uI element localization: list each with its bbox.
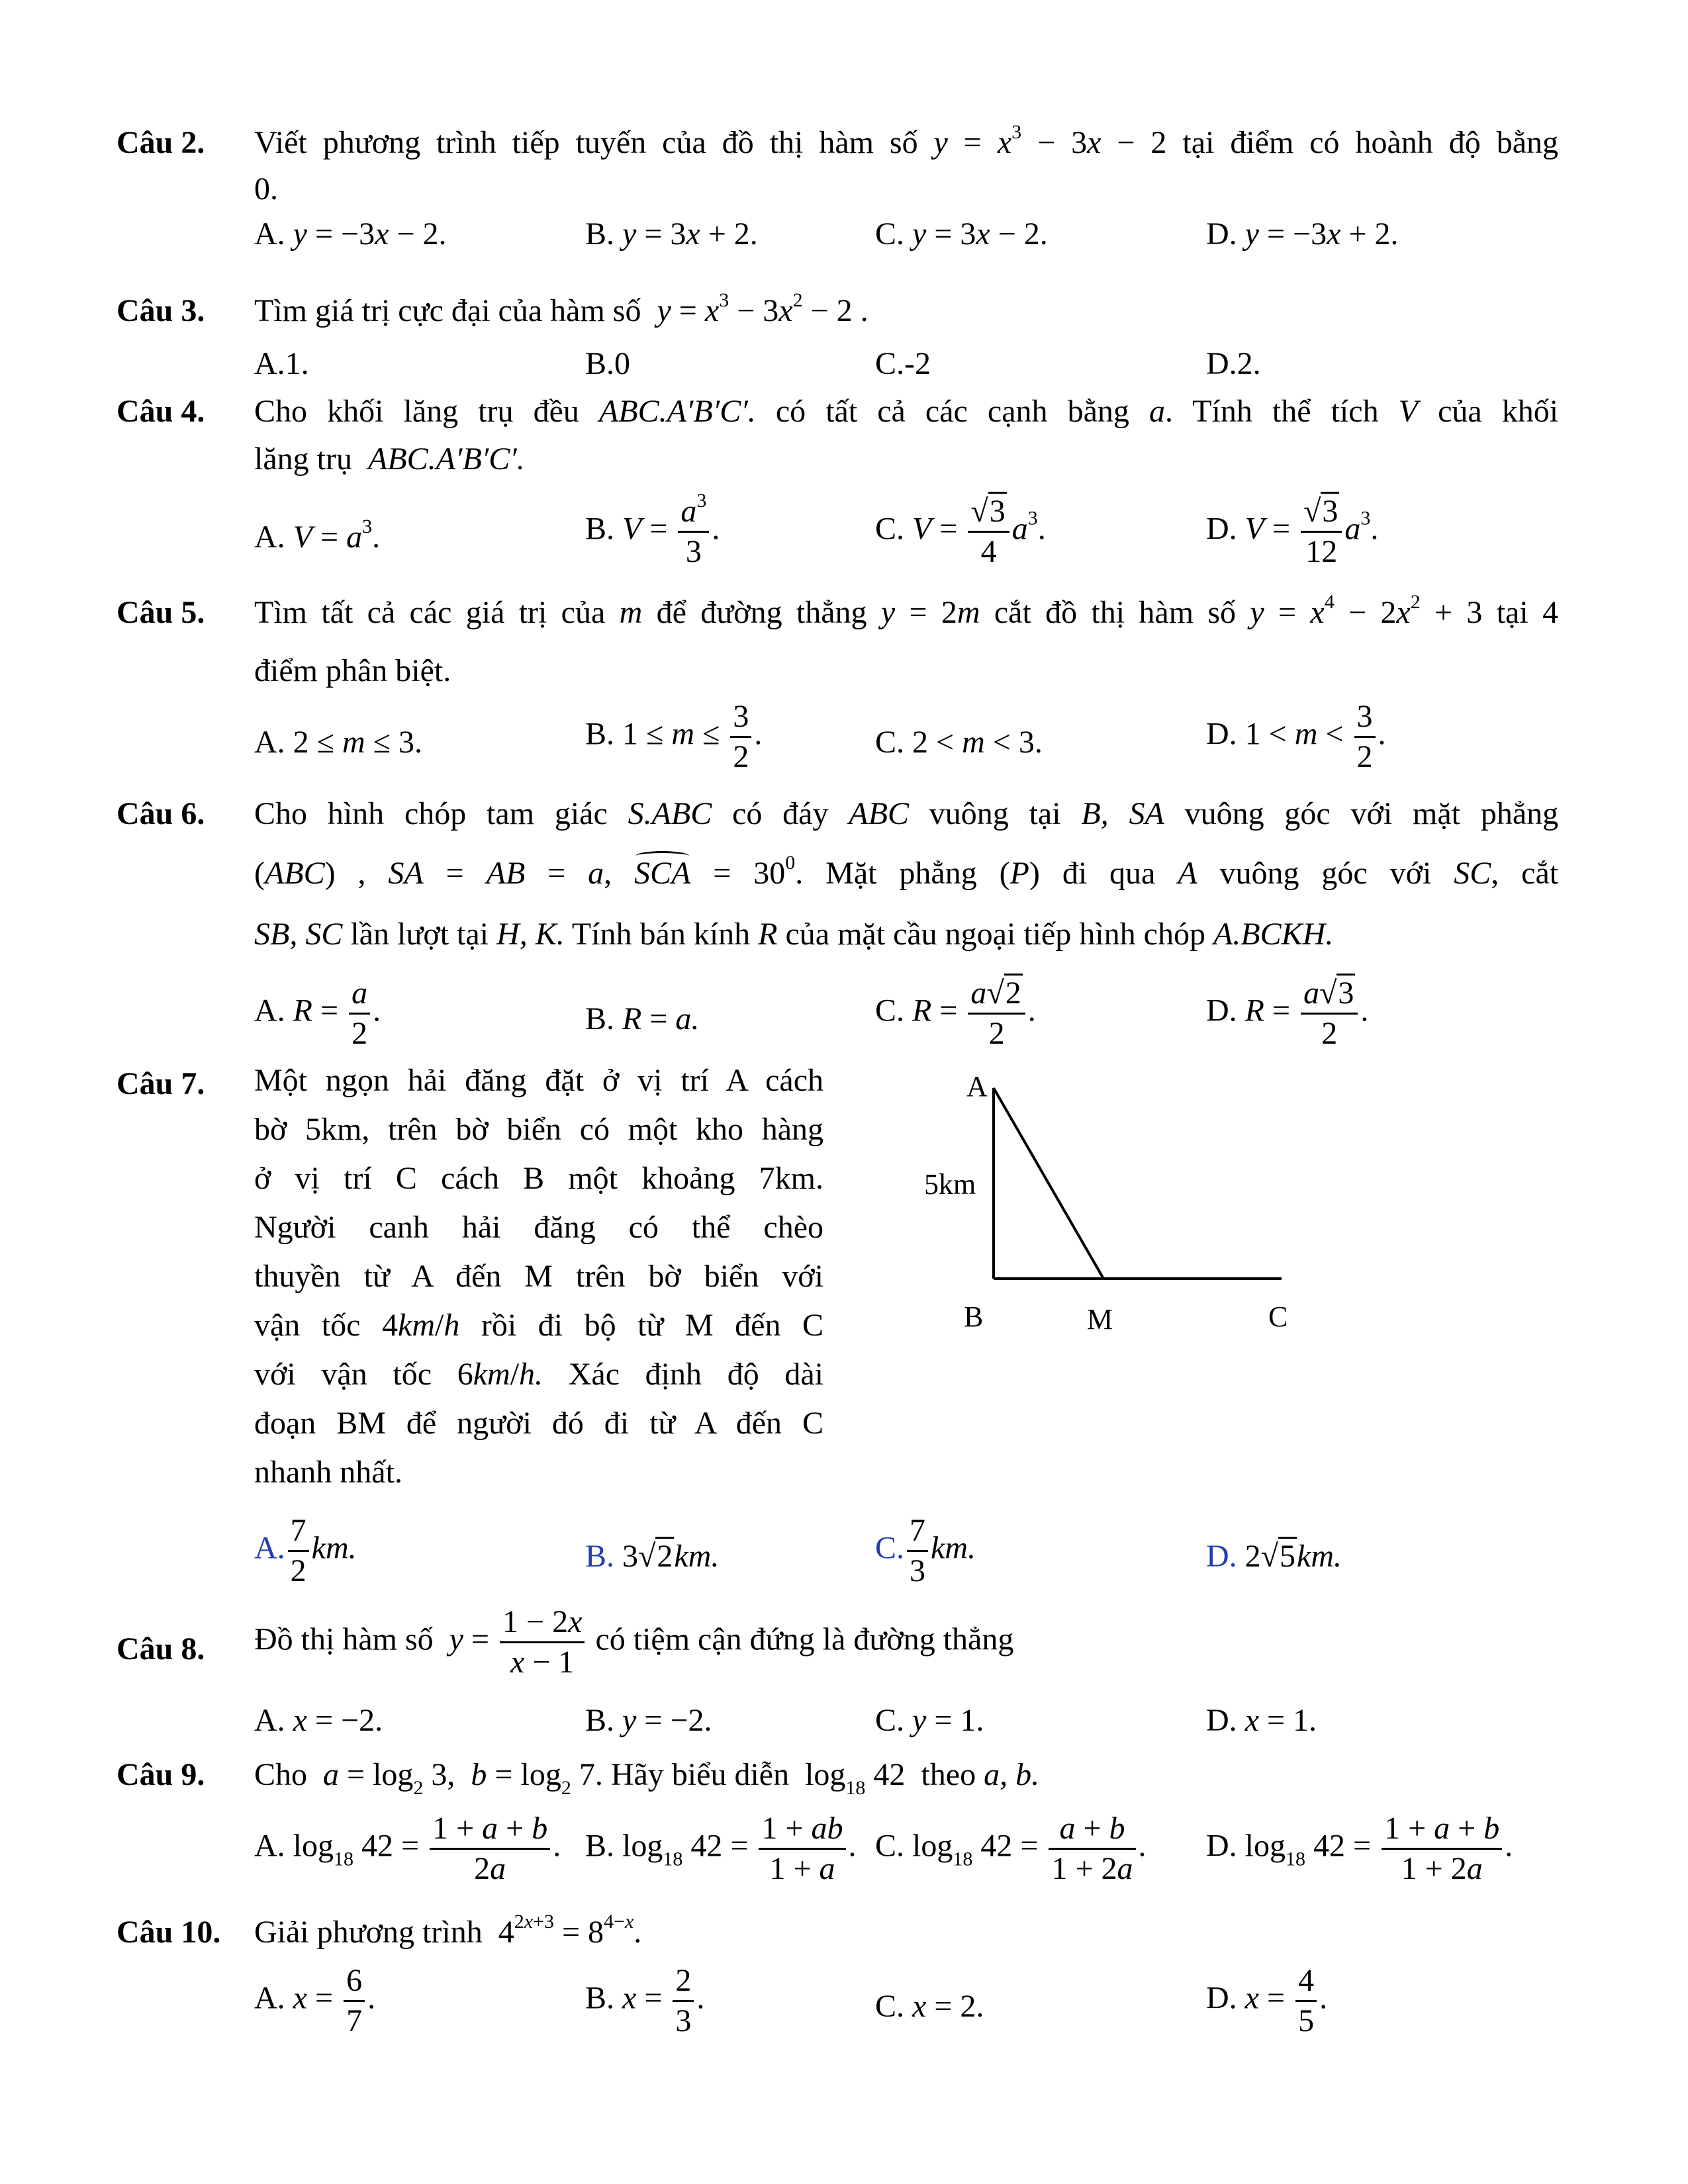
option-d[interactable]: D. R = $\frac{a√3}{2}$ . [1206,974,1368,1053]
option-b[interactable]: B. V = $\frac{a^3}{3}$ . [585,490,720,569]
option-c[interactable]: C. $\frac{7}{3}$ km. [875,1513,976,1588]
label-m: M [1087,1303,1113,1333]
option-d[interactable]: D.2. [1206,346,1261,381]
option-c[interactable]: C. V = $\frac{√3}{4}$ $a^3$. [875,492,1046,571]
question-label: Câu 10. [117,1915,221,1950]
question-label: Câu 4. [117,394,205,429]
option-a[interactable]: A. R = $\frac{a}{2}$ . [254,976,381,1051]
option-a[interactable]: A.1. [254,346,309,381]
option-a[interactable]: A. $\frac{7}{2}$ km. [254,1513,357,1588]
option-b[interactable]: B. R = a. [585,1001,700,1036]
question-label: Câu 5. [117,595,205,630]
question-stem: Cho $a = \log_2 3$, $b = \log_2 7$. Hãy biểu diễn $\log_{18} 42$ theo a, b. [254,1757,1040,1799]
question-stem: Đồ thị hàm số y = $\frac{1 - 2x}{x - 1}$ có tiệm cận đứng là đường thẳng [254,1604,1014,1680]
question-label: Câu 9. [117,1757,205,1792]
question-label: Câu 8. [117,1631,205,1666]
question-stem: Tìm tất cả các giá trị của m để đường thẳng y = 2m cắt đồ thị hàm số $y = x^4 - 2x^2 + 3$ tại 4 [254,591,1559,630]
option-b[interactable]: B. 1 ≤ m ≤ $\frac{3}{2}$ . [585,699,763,774]
option-a[interactable]: A. $V = a^3$. [254,516,381,555]
question-stem: Viết phương trình tiếp tuyến của đồ thị hàm số $y = x^3 - 3x - 2$ tại điểm có hoành độ bằng [254,121,1559,160]
option-c[interactable]: C. x = 2. [875,1989,984,2024]
question-label: Câu 3. [117,293,205,328]
option-a[interactable]: A. 2 ≤ m ≤ 3. [254,725,423,760]
option-b[interactable]: B. y = 3x + 2. [585,216,758,251]
option-c[interactable]: C. y = 1. [875,1703,984,1738]
option-c[interactable]: C. $\log_{18} 42$ = $\frac{a + b}{1 + 2a}$ . [875,1811,1147,1886]
question-stem: Tìm giá trị cực đại của hàm số $y = x^3 - 3x^2 - 2$ . [254,289,868,328]
label-b: B [964,1300,984,1333]
question-stem-cont: 0. [254,171,278,206]
option-b[interactable]: B.0 [585,346,631,381]
option-d[interactable]: D. y = −3x + 2. [1206,216,1399,251]
option-c[interactable]: C. 2 < m < 3. [875,725,1043,760]
option-b[interactable]: B. $\log_{18} 42$ = $\frac{1 + ab}{1 + a}$ . [585,1811,857,1886]
question-stem-cont-2: SB, SC lần lượt tại H, K. Tính bán kính R của mặt cầu ngoại tiếp hình chóp A.BCKH. [254,917,1334,952]
option-a[interactable]: A. y = −3x − 2. [254,216,447,251]
question-label: Câu 7. [117,1066,205,1101]
option-d[interactable]: D. 1 < m < $\frac{3}{2}$ . [1206,699,1386,774]
question-stem: Giải phương trình $4^{2x+3} = 8^{4-x}$. [254,1911,642,1950]
label-a: A [966,1070,988,1103]
option-d[interactable]: D. x = 1. [1206,1703,1317,1738]
label-side: 5km [924,1168,976,1201]
question-stem-cont: lăng trụ ABC.A′B′C′. [254,441,525,477]
option-b[interactable]: B. 3√2km. [585,1541,719,1572]
option-b[interactable]: B. x = $\frac{2}{3}$ . [585,1963,705,2038]
option-d[interactable]: D. $\log_{18} 42$ = $\frac{1 + a + b}{1 + 2a}$ . [1206,1811,1513,1886]
option-a[interactable]: A. x = −2. [254,1703,383,1738]
question-stem: Cho hình chóp tam giác S.ABC có đáy ABC vuông tại B, SA vuông góc với mặt phẳng [254,796,1559,831]
label-c: C [1268,1300,1288,1333]
question-stem-cont: điểm phân biệt. [254,653,451,688]
question-stem-cont: (ABC) , SA = AB = a, SCA = $30^0$. Mặt phẳng (P) đi qua A vuông góc với SC, cắt [254,852,1559,891]
lighthouse-figure [831,1055,1374,1333]
option-d[interactable]: D. 2√5km. [1206,1541,1342,1572]
option-d[interactable]: D. V = $\frac{√3}{12}$ $a^3$. [1206,492,1378,571]
question-label: Câu 2. [117,125,205,160]
question-label: Câu 6. [117,796,205,831]
option-a[interactable]: A. x = $\frac{6}{7}$ . [254,1963,376,2038]
option-b[interactable]: B. y = −2. [585,1703,712,1738]
option-c[interactable]: C.-2 [875,346,931,381]
option-a[interactable]: A. $\log_{18} 42$ = $\frac{1 + a + b}{2a}$ . [254,1811,561,1886]
option-c[interactable]: C. R = $\frac{a√2}{2}$ . [875,974,1036,1053]
option-d[interactable]: D. x = $\frac{4}{5}$ . [1206,1963,1328,2038]
option-c[interactable]: C. y = 3x − 2. [875,216,1048,251]
question-stem: Cho khối lăng trụ đều ABC.A′B′C′. có tất cả các cạnh bằng a. Tính thể tích V của khối [254,394,1559,429]
question-stem: Một ngọn hải đăng đặt ở vị trí A cách bờ 5km, trên bờ biển có một kho hàng ở vị trí C cách B một khoảng 7km. Người canh hải đăng có thể chèo thuyền từ A đến M trên bờ biển với vận tốc 4km/h rồi đi bộ từ M đến C với vận tốc 6km/h. Xác định độ dài đoạn BM để người đó đi từ A đến C nhanh nhất. [254,1063,824,1490]
